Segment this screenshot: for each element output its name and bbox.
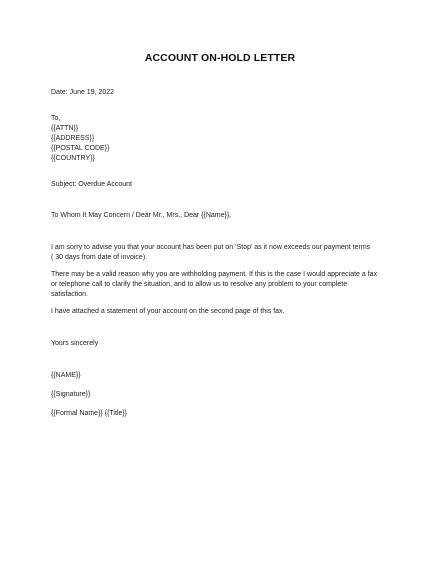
- sender-signature: {{Signature}}: [51, 391, 91, 398]
- letter-salutation: To Whom It May Concern / Dear Mr., Mrs., Dear {{Name}},: [51, 212, 232, 219]
- paragraph-1-line-2: ( 30 days from date of invoice).: [51, 254, 148, 261]
- paragraph-2-line-1: There may be a valid reason why you are withholding payment. If this is the case I would appreciate a fax: [51, 271, 378, 278]
- paragraph-2-line-3: satisfaction.: [51, 291, 88, 298]
- paragraph-3: I have attached a statement of your account on the second page of this fax.: [51, 308, 285, 315]
- paragraph-2-line-2: or telephone call to clarify the situation, and to allow us to resolve any problem to your complete: [51, 281, 348, 288]
- letter-date: Date: June 19, 2022: [51, 89, 115, 96]
- sender-name: {{NAME}}: [51, 372, 81, 379]
- sender-formal-name-title: {{Formal Name}} {{Title}}: [51, 410, 128, 417]
- recipient-attn: {{ATTN}}: [51, 125, 79, 132]
- recipient-to: To,: [51, 115, 61, 122]
- recipient-country: {{COUNTRY}}: [51, 155, 95, 162]
- recipient-postal-code: {{POSTAL CODE}}: [51, 145, 110, 152]
- document-title: ACCOUNT ON-HOLD LETTER: [144, 52, 296, 64]
- letter-subject: Subject: Overdue Account: [51, 181, 132, 188]
- letter-closing: Yours sincerely: [51, 340, 99, 347]
- recipient-address: {{ADDRESS}}: [51, 135, 95, 142]
- paragraph-1-line-1: I am sorry to advise you that your account has been put on ‘Stop’ as it now exceeds our payment terms: [51, 244, 371, 251]
